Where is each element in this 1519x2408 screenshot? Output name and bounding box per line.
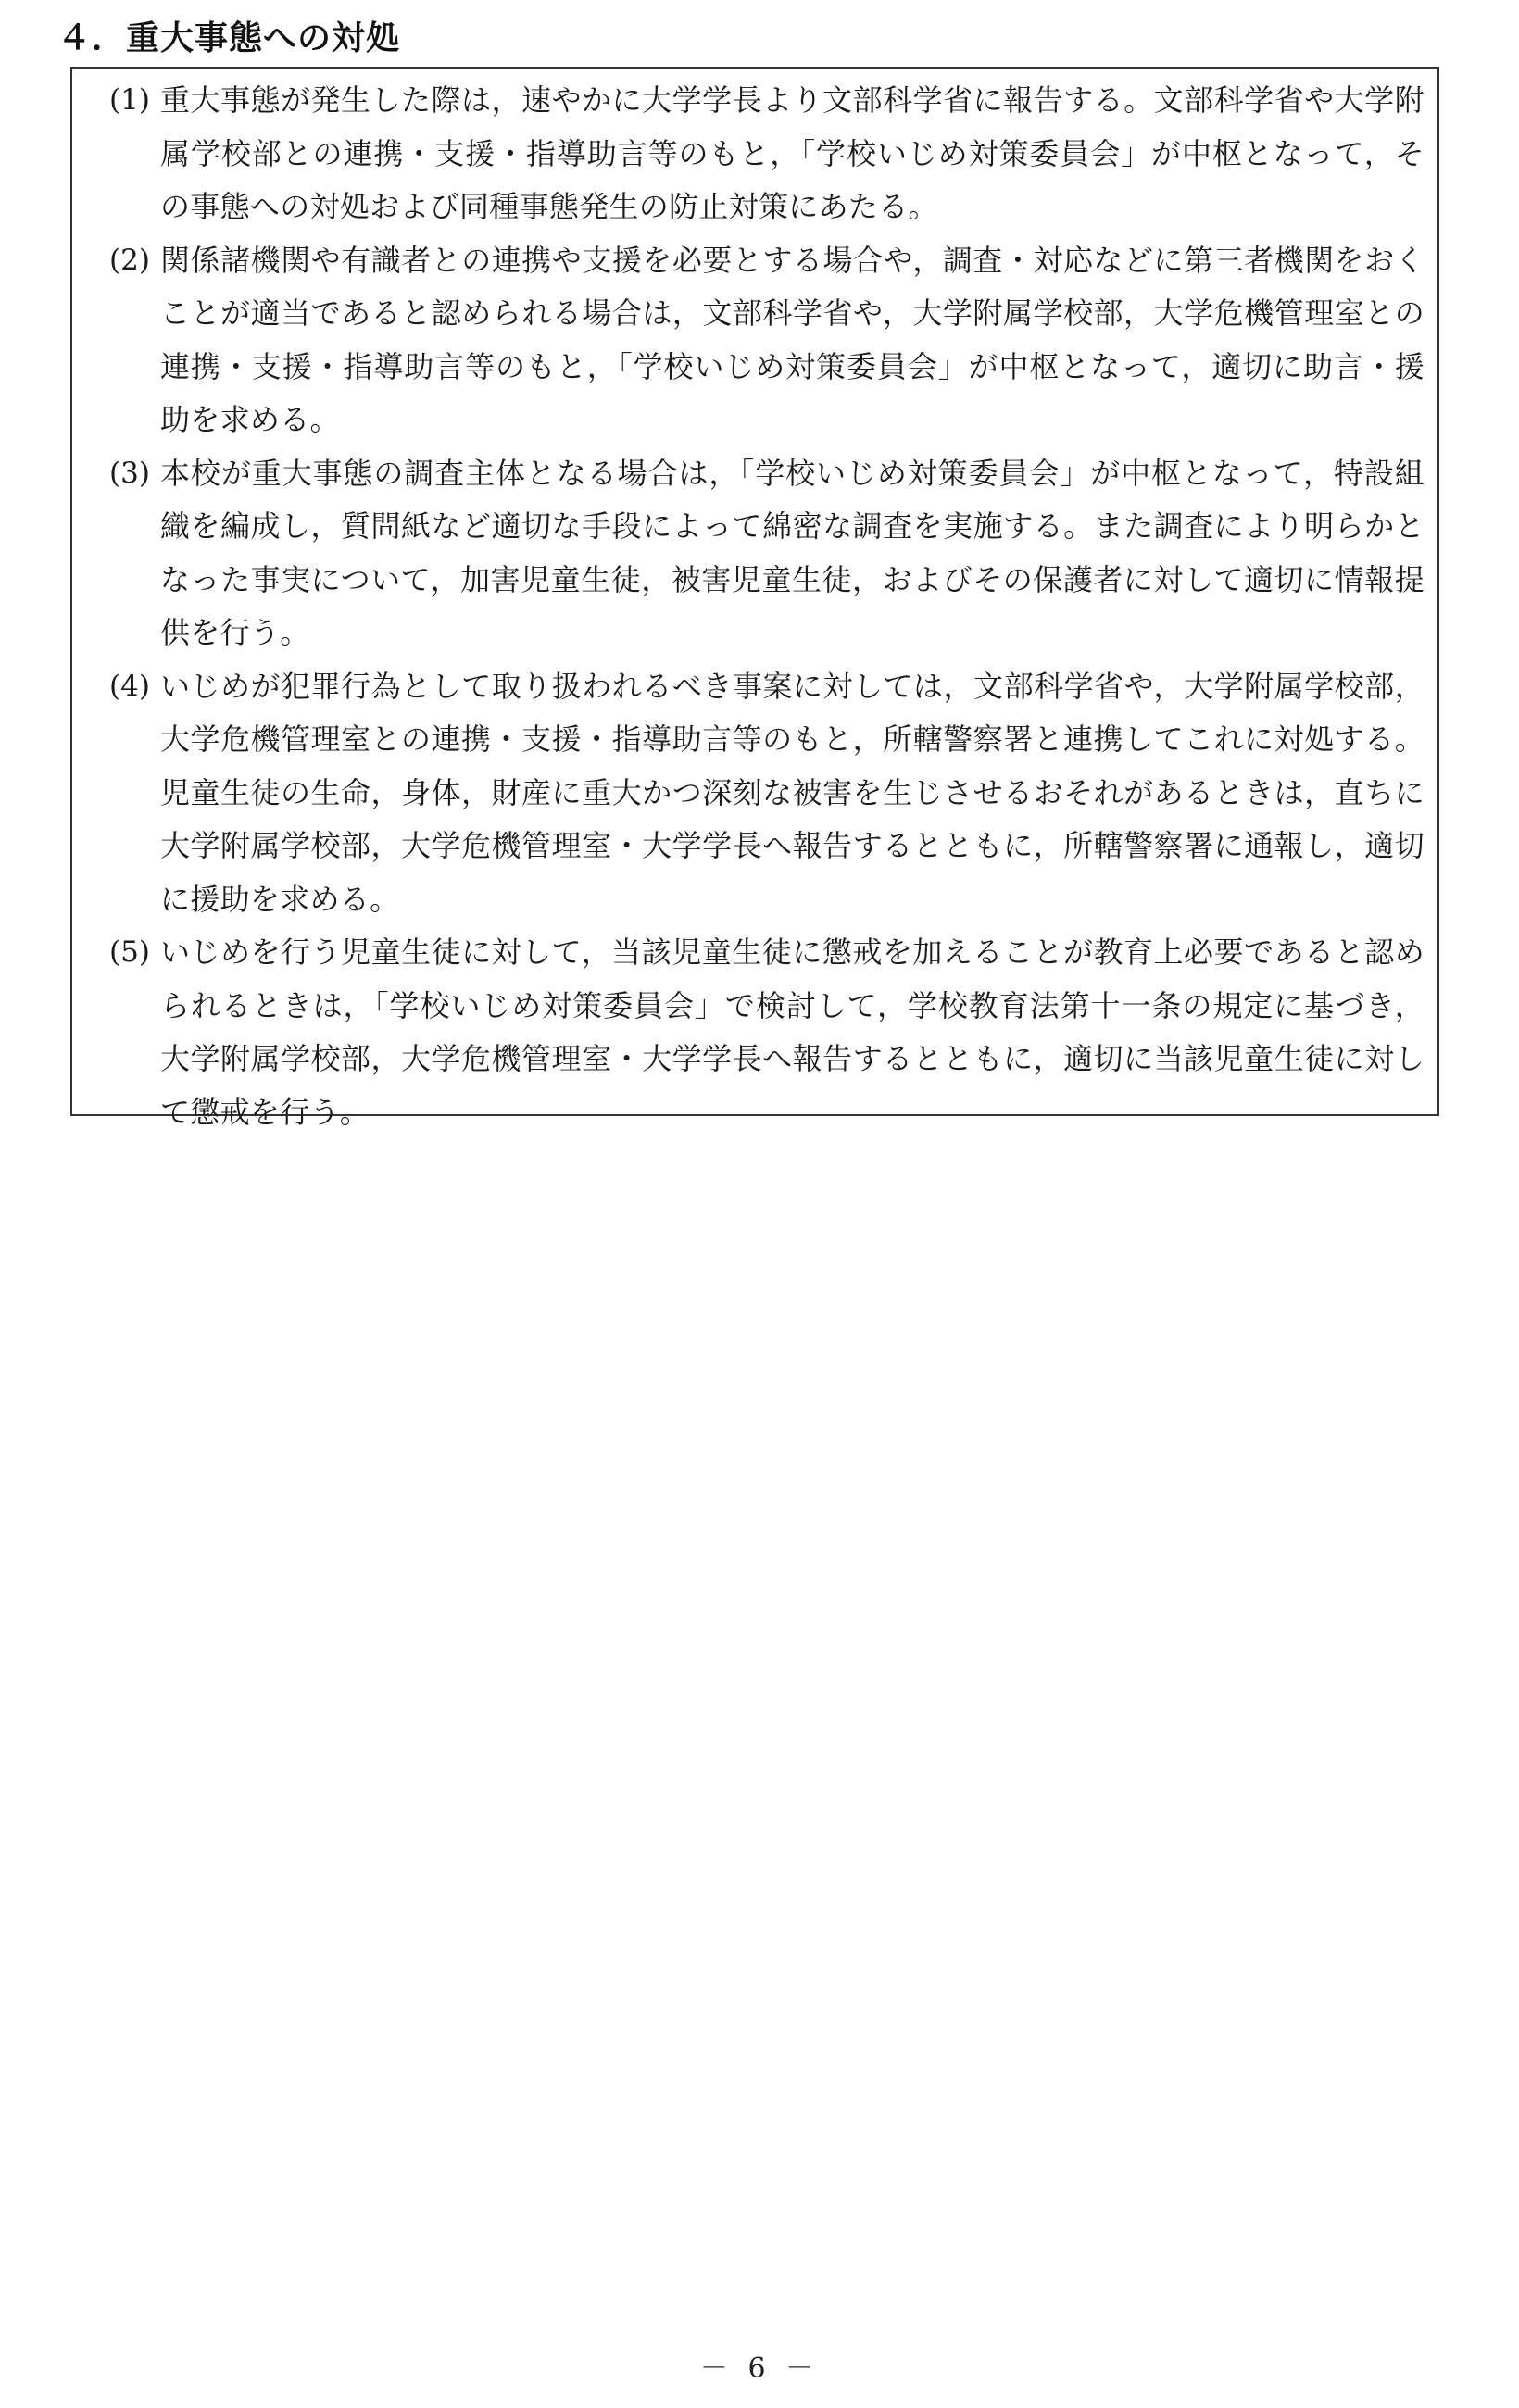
- item-number: (1): [109, 83, 150, 117]
- item-number: (2): [109, 243, 150, 277]
- section-heading: ４．重大事態への対処: [57, 19, 401, 57]
- item-text: 重大事態が発生した際は，速やかに大学学長より文部科学省に報告する。文部科学省や大学附属学校部との連携・支援・指導助言等のもと，「学校いじめ対策委員会」が中枢となって，その事態への対処および同種事態発生の防止対策にあたる。: [160, 82, 1425, 224]
- list-item: [72, 234, 1425, 447]
- item-number: (3): [109, 456, 150, 490]
- page-number: － 6 －: [699, 2352, 820, 2385]
- list-item: [72, 926, 1425, 1139]
- item-number: (4): [109, 669, 150, 703]
- item-number: (5): [109, 935, 150, 969]
- item-text: いじめを行う児童生徒に対して，当該児童生徒に懲戒を加えることが教育上必要であると認められるときは，「学校いじめ対策委員会」で検討して，学校教育法第十一条の規定に基づき，大学附属学校部，大学危機管理室・大学学長へ報告するとともに，適切に当該児童生徒に対して懲戒を行う。: [160, 934, 1425, 1130]
- item-text: 関係諸機関や有識者との連携や支援を必要とする場合や，調査・対応などに第三者機関をおくことが適当であると認められる場合は，文部科学省や，大学附属学校部，大学危機管理室との連携・支援・指導助言等のもと，「学校いじめ対策委員会」が中枢となって，適切に助言・援助を求める。: [160, 242, 1425, 437]
- item-text: いじめが犯罪行為として取り扱われるべき事案に対しては，文部科学省や，大学附属学校部，大学危機管理室との連携・支援・指導助言等のもと，所轄警察署と連携してこれに対処する。児童生徒の生命，身体，財産に重大かつ深刻な被害を生じさせるおそれがあるときは，直ちに大学附属学校部，大学危機管理室・大学学長へ報告するとともに，所轄警察署に通報し，適切に援助を求める。: [160, 668, 1425, 917]
- list-item: [72, 660, 1425, 927]
- item-text: 本校が重大事態の調査主体となる場合は，「学校いじめ対策委員会」が中枢となって，特設組織を編成し，質問紙など適切な手段によって綿密な調査を実施する。また調査により明らかとなった事実について，加害児童生徒，被害児童生徒，およびその保護者に対して適切に情報提供を行う。: [160, 455, 1425, 650]
- content-box: [70, 67, 1439, 1130]
- list-item: [72, 447, 1425, 660]
- list-item: [72, 74, 1425, 234]
